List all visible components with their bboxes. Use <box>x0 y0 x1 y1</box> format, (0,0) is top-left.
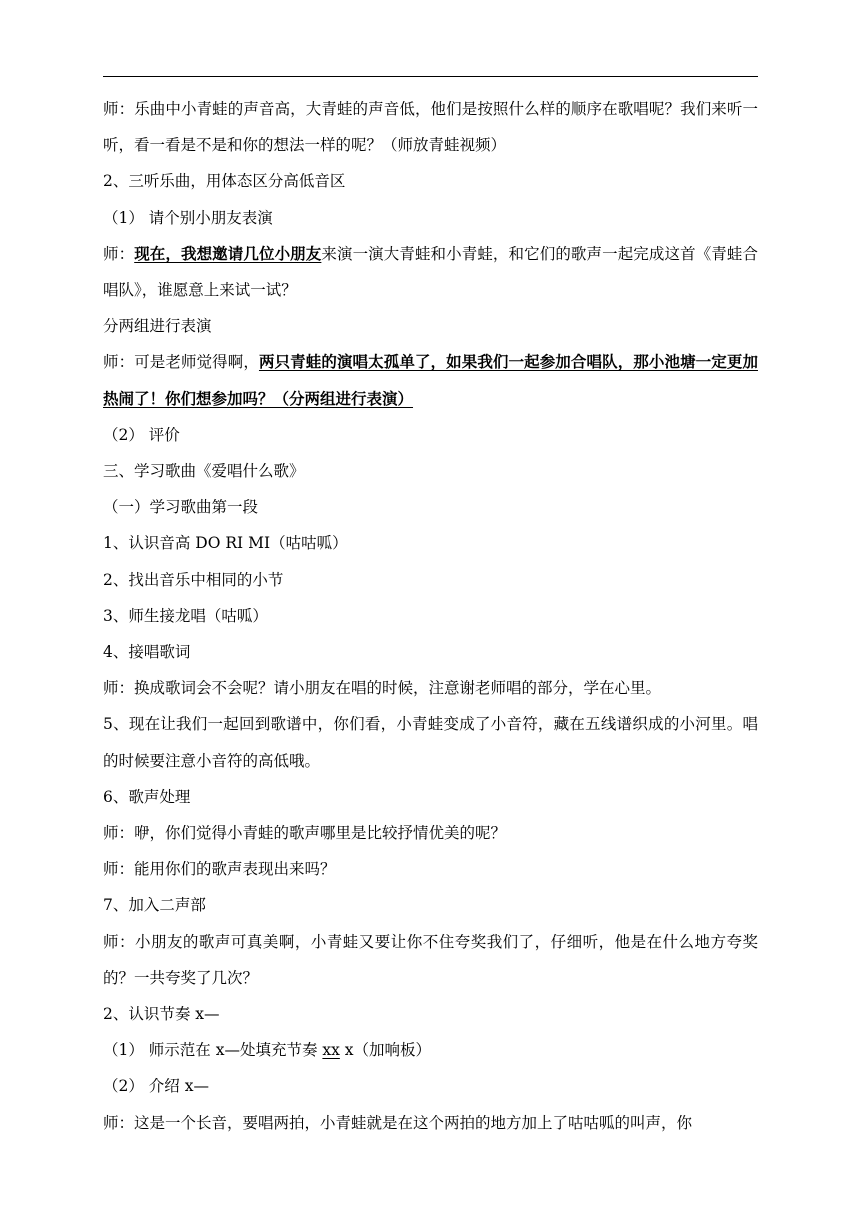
paragraph: 4、接唱歌词 <box>103 643 191 662</box>
paragraph: （1） 请个别小朋友表演 <box>103 208 273 227</box>
underlined-rhythm: xx <box>322 1041 340 1060</box>
paragraph: 2、三听乐曲，用体态区分高低音区 <box>103 172 346 191</box>
document-body <box>103 91 758 1141</box>
text-run: x（加响板） <box>339 1041 432 1060</box>
text-run: 来演一演大青蛙和小青蛙，和它们的歌声一起完成这首《青蛙合唱队》，谁愿意上来试一试？ <box>103 244 758 300</box>
paragraph <box>103 344 758 416</box>
paragraph: 5、现在让我们一起回到歌谱中，你们看，小青蛙变成了小音符，藏在五线谱织成的小河里。唱的时候要注意小音符的高低哦。 <box>103 715 758 770</box>
paragraph: 分两组进行表演 <box>103 317 212 336</box>
subsection-heading: （一）学习歌曲第一段 <box>103 498 259 517</box>
paragraph: 1、认识音高 DO RI MI（咕咕呱） <box>103 534 348 553</box>
paragraph: 师：换成歌词会不会呢？请小朋友在唱的时候，注意谢老师唱的部分，学在心里。 <box>103 679 662 698</box>
paragraph <box>103 236 758 308</box>
paragraph: （2） 介绍 x— <box>103 1077 209 1096</box>
paragraph: 师：小朋友的歌声可真美啊，小青蛙又要让你不住夸奖我们了，仔细听，他是在什么地方夸奖的？一共夸奖了几次？ <box>103 932 758 987</box>
paragraph: 7、加入二声部 <box>103 896 206 915</box>
emphasized-text: 两只青蛙的演唱太孤单了，如果我们一起参加合唱队，那小池塘一定更加热闹了！你们想参加吗？（分两组进行表演） <box>103 352 758 408</box>
paragraph: 2、找出音乐中相同的小节 <box>103 570 284 589</box>
emphasized-text: 现在，我想邀请几位小朋友 <box>134 243 322 263</box>
paragraph <box>103 1032 758 1068</box>
paragraph: 师：乐曲中小青蛙的声音高，大青蛙的声音低，他们是按照什么样的顺序在歌唱呢？我们来听一听，看一看是不是和你的想法一样的呢？（师放青蛙视频） <box>103 100 758 155</box>
paragraph: 6、歌声处理 <box>103 787 191 806</box>
paragraph: （2） 评价 <box>103 425 180 444</box>
text-run: 师：可是老师觉得啊， <box>103 353 259 372</box>
text-run: （1） 师示范在 x—处填充节奏 <box>103 1041 323 1060</box>
section-heading: 三、学习歌曲《爱唱什么歌》 <box>103 462 305 481</box>
paragraph: 2、认识节奏 x— <box>103 1005 220 1024</box>
paragraph: 师：能用你们的歌声表现出来吗？ <box>103 860 336 879</box>
paragraph: 3、师生接龙唱（咕呱） <box>103 606 268 625</box>
text-run: 师： <box>103 244 135 263</box>
paragraph: 师：这是一个长音，要唱两拍，小青蛙就是在这个两拍的地方加上了咕咕呱的叫声，你 <box>103 1113 693 1132</box>
paragraph: 师：咿，你们觉得小青蛙的歌声哪里是比较抒情优美的呢？ <box>103 824 507 843</box>
header-rule <box>103 76 758 77</box>
